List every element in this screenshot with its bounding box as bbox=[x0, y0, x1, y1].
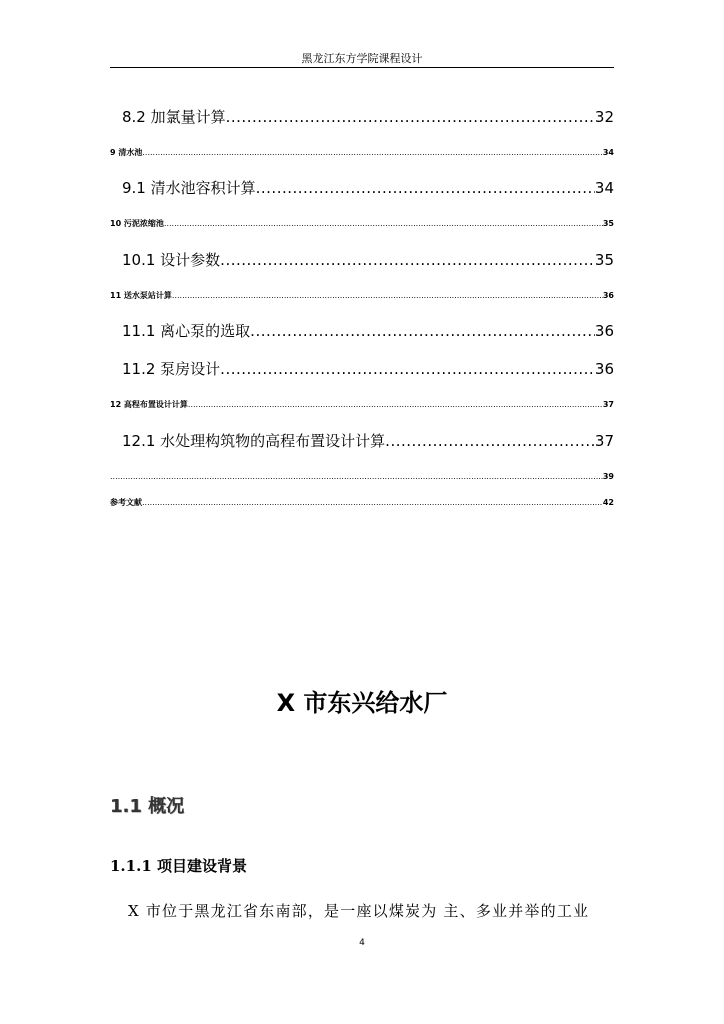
toc-dot-leader bbox=[250, 321, 595, 341]
body-paragraph: X 市位于黑龙江省东南部，是一座以煤炭为 主、多业并举的工业 bbox=[128, 902, 590, 920]
toc-entry-label: 参考文献 bbox=[110, 498, 142, 507]
toc-entry-page: 37 bbox=[594, 432, 614, 450]
header-divider bbox=[110, 67, 614, 68]
toc-entry-page: 37 bbox=[602, 400, 614, 409]
toc-entry-label: 9.1 清水池容积计算 bbox=[122, 179, 256, 197]
toc-entry-label: 11.1 离心泵的选取 bbox=[122, 322, 251, 340]
toc-entry-label: 9 清水池 bbox=[110, 148, 143, 157]
toc-dot-leader bbox=[220, 359, 595, 379]
toc-dot-leader bbox=[164, 218, 603, 229]
toc-entry-label: 10 污泥浓缩池 bbox=[110, 219, 164, 228]
toc-dot-leader bbox=[172, 290, 603, 301]
toc-entry[interactable] bbox=[110, 290, 614, 301]
toc-entry[interactable] bbox=[110, 399, 614, 410]
toc-dot-leader bbox=[142, 497, 603, 508]
toc-dot-leader bbox=[110, 471, 603, 482]
page-header: 黑龙江东方学院课程设计 bbox=[301, 52, 423, 65]
toc-entry-label: 11.2 泵房设计 bbox=[122, 360, 221, 378]
toc-dot-leader bbox=[385, 431, 595, 451]
toc-entry[interactable] bbox=[110, 147, 614, 158]
toc-entry[interactable] bbox=[122, 321, 614, 341]
toc-entry-page: 32 bbox=[594, 108, 614, 126]
toc-dot-leader bbox=[256, 178, 595, 198]
toc-entry[interactable] bbox=[122, 178, 614, 198]
document-title: X 市东兴给水厂 bbox=[276, 689, 448, 717]
toc-entry-page: 35 bbox=[602, 219, 614, 228]
toc-entry-page: 36 bbox=[602, 291, 614, 300]
toc-entry[interactable] bbox=[110, 471, 614, 482]
toc-entry[interactable] bbox=[122, 250, 614, 270]
toc-entry-label: 10.1 设计参数 bbox=[122, 251, 221, 269]
subsection-heading: 1.1.1 项目建设背景 bbox=[110, 857, 247, 875]
toc-entry-page: 34 bbox=[602, 148, 614, 157]
toc-entry[interactable] bbox=[122, 431, 614, 451]
toc-entry-page: 42 bbox=[602, 498, 614, 507]
toc-entry[interactable] bbox=[110, 218, 614, 229]
section-heading: 1.1 概况 bbox=[110, 796, 185, 817]
toc-dot-leader bbox=[220, 250, 595, 270]
page-number: 4 bbox=[359, 938, 365, 948]
toc-dot-leader bbox=[226, 107, 595, 127]
toc-dot-leader bbox=[188, 399, 603, 410]
toc-dot-leader bbox=[142, 147, 603, 158]
toc-entry-label: 11 送水泵站计算 bbox=[110, 291, 172, 300]
toc-entry-page: 35 bbox=[594, 251, 614, 269]
toc-entry-page: 39 bbox=[602, 472, 614, 481]
toc-entry[interactable] bbox=[122, 107, 614, 127]
toc-entry-label: 12.1 水处理构筑物的高程布置设计计算 bbox=[122, 432, 386, 450]
toc-entry-page: 34 bbox=[594, 179, 614, 197]
toc-entry[interactable] bbox=[122, 359, 614, 379]
toc-entry-page: 36 bbox=[594, 360, 614, 378]
toc-entry-label: 8.2 加氯量计算 bbox=[122, 108, 226, 126]
toc-entry-label: 12 高程布置设计计算 bbox=[110, 400, 188, 409]
toc-entry[interactable] bbox=[110, 497, 614, 508]
toc-entry-page: 36 bbox=[594, 322, 614, 340]
